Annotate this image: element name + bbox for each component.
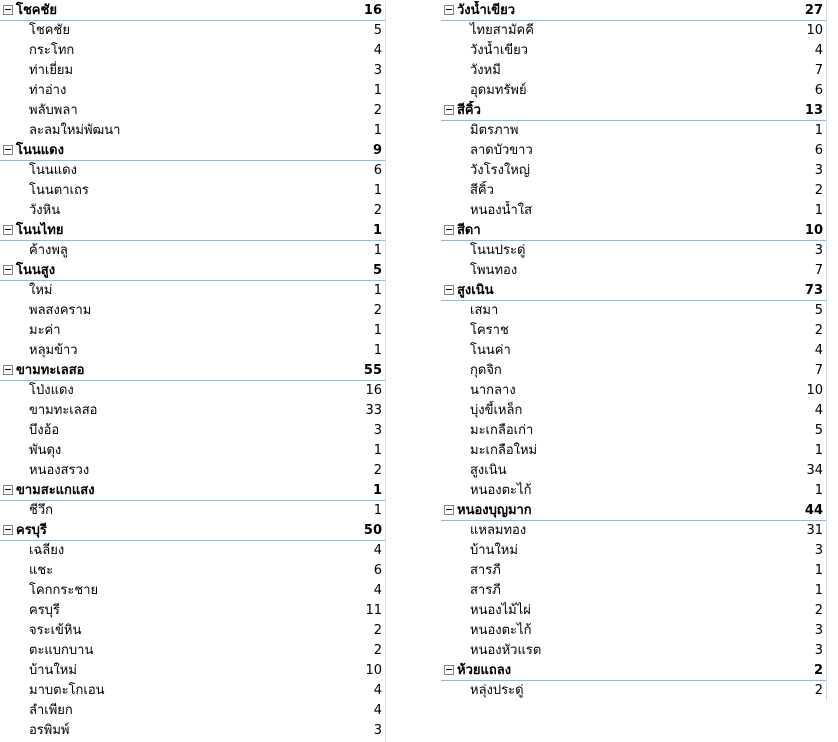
item-name: วังหิน	[29, 203, 61, 218]
item-count: 6	[373, 163, 382, 178]
item-count: 5	[814, 423, 823, 438]
item-row	[441, 161, 826, 181]
collapse-toggle-icon[interactable]	[444, 225, 454, 235]
item-count: 1	[373, 503, 382, 518]
item-row	[0, 601, 385, 621]
item-name: สีคิ้ว	[470, 183, 494, 198]
collapse-toggle-icon[interactable]	[444, 285, 454, 295]
item-row	[0, 721, 385, 741]
item-name: วังโรงใหญ่	[470, 163, 530, 178]
group-total: 5	[372, 263, 382, 278]
item-name: หนองไม้ไผ่	[470, 603, 531, 618]
group-total: 27	[804, 3, 823, 18]
item-count: 4	[814, 343, 823, 358]
item-row	[441, 561, 826, 581]
group-row[interactable]	[441, 101, 826, 121]
item-row	[441, 361, 826, 381]
item-row	[441, 421, 826, 441]
item-count: 3	[373, 723, 382, 738]
item-row	[441, 401, 826, 421]
item-name: โคกกระชาย	[29, 583, 99, 598]
group-name: วังน้ำเขียว	[457, 3, 516, 18]
item-row	[0, 581, 385, 601]
collapse-toggle-icon[interactable]	[444, 505, 454, 515]
item-row	[0, 301, 385, 321]
item-row	[441, 461, 826, 481]
item-row	[441, 261, 826, 281]
pivot-column-right	[441, 1, 827, 701]
collapse-toggle-icon[interactable]	[3, 5, 13, 15]
item-count: 10	[365, 663, 382, 678]
item-row	[0, 701, 385, 721]
item-name: กุดจิก	[470, 363, 502, 378]
item-row	[441, 521, 826, 541]
item-count: 31	[806, 523, 823, 538]
item-count: 1	[373, 343, 382, 358]
item-count: 1	[814, 443, 823, 458]
item-row	[0, 561, 385, 581]
group-total: 9	[372, 143, 382, 158]
item-count: 1	[814, 563, 823, 578]
item-name: โชคชัย	[29, 23, 70, 38]
item-name: หนองสรวง	[29, 463, 90, 478]
item-row	[0, 641, 385, 661]
item-count: 2	[814, 603, 823, 618]
item-name: วังน้ำเขียว	[470, 43, 529, 58]
item-row	[441, 201, 826, 221]
item-count: 4	[814, 403, 823, 418]
item-count: 1	[373, 83, 382, 98]
group-row[interactable]	[0, 481, 385, 501]
item-name: แชะ	[29, 563, 54, 578]
item-row	[441, 21, 826, 41]
item-name: บ้านใหม่	[29, 663, 77, 678]
item-count: 6	[814, 83, 823, 98]
item-row	[0, 281, 385, 301]
group-total: 55	[363, 363, 382, 378]
item-count: 1	[814, 483, 823, 498]
group-row[interactable]	[441, 661, 826, 681]
group-row[interactable]	[0, 361, 385, 381]
group-row[interactable]	[0, 261, 385, 281]
item-row	[0, 121, 385, 141]
group-name: สูงเนิน	[457, 283, 494, 298]
collapse-toggle-icon[interactable]	[444, 5, 454, 15]
item-count: 1	[814, 123, 823, 138]
item-row	[0, 501, 385, 521]
item-count: 5	[373, 23, 382, 38]
item-count: 1	[373, 323, 382, 338]
item-name: อรพิมพ์	[29, 723, 70, 738]
item-count: 34	[806, 463, 823, 478]
item-count: 3	[373, 423, 382, 438]
item-name: มะค่า	[29, 323, 61, 338]
item-row	[0, 681, 385, 701]
group-total: 44	[804, 503, 823, 518]
item-name: หนองน้ำใส	[470, 203, 533, 218]
item-count: 1	[814, 203, 823, 218]
item-row	[441, 121, 826, 141]
group-row[interactable]	[0, 1, 385, 21]
group-name: สีคิ้ว	[457, 103, 481, 118]
item-name: ท่าเยี่ยม	[29, 63, 74, 78]
item-name: โคราช	[470, 323, 509, 338]
item-name: โนนค่า	[470, 343, 511, 358]
item-count: 1	[373, 283, 382, 298]
group-name: โชคชัย	[16, 3, 57, 18]
group-name: ห้วยแถลง	[457, 663, 512, 678]
group-row[interactable]	[0, 141, 385, 161]
item-row	[0, 321, 385, 341]
item-row	[0, 41, 385, 61]
item-name: หลุ่งประดู่	[470, 683, 524, 698]
item-count: 3	[814, 623, 823, 638]
item-count: 16	[365, 383, 382, 398]
item-count: 3	[373, 63, 382, 78]
group-total: 1	[372, 223, 382, 238]
item-name: โนนตาเถร	[29, 183, 89, 198]
item-name: ลาดบัวขาว	[470, 143, 533, 158]
group-name: ขามทะเลสอ	[16, 363, 85, 378]
item-row	[441, 301, 826, 321]
item-name: ตะแบกบาน	[29, 643, 94, 658]
item-row	[0, 241, 385, 261]
item-count: 2	[373, 303, 382, 318]
item-name: โป่งแดง	[29, 383, 74, 398]
item-name: ไทยสามัคคี	[470, 23, 534, 38]
item-name: โนนประดู่	[470, 243, 526, 258]
item-count: 2	[373, 463, 382, 478]
group-total: 13	[804, 103, 823, 118]
item-count: 7	[814, 363, 823, 378]
item-name: ชีวึก	[29, 503, 53, 518]
group-name: โนนไทย	[16, 223, 64, 238]
item-count: 2	[373, 623, 382, 638]
group-row[interactable]	[0, 221, 385, 241]
item-row	[441, 61, 826, 81]
item-row	[441, 621, 826, 641]
pivot-column-left	[0, 1, 386, 742]
item-name: เฉลียง	[29, 543, 65, 558]
item-count: 1	[373, 123, 382, 138]
item-name: โนนแดง	[29, 163, 77, 178]
group-name: โนนแดง	[16, 143, 64, 158]
item-name: ครบุรี	[29, 603, 60, 618]
item-row	[441, 341, 826, 361]
item-name: ละลมใหม่พัฒนา	[29, 123, 121, 138]
item-row	[0, 341, 385, 361]
item-count: 3	[814, 243, 823, 258]
collapse-toggle-icon[interactable]	[3, 485, 13, 495]
item-name: สารภี	[470, 563, 501, 578]
item-name: หนองตะไก้	[470, 483, 532, 498]
item-count: 7	[814, 63, 823, 78]
item-row	[0, 541, 385, 561]
item-count: 2	[814, 323, 823, 338]
group-name: ครบุรี	[16, 523, 47, 538]
item-row	[0, 181, 385, 201]
item-count: 2	[373, 203, 382, 218]
item-count: 6	[814, 143, 823, 158]
item-row	[441, 541, 826, 561]
item-name: มาบตะโกเอน	[29, 683, 105, 698]
item-count: 3	[814, 163, 823, 178]
item-name: อุดมทรัพย์	[470, 83, 527, 98]
collapse-toggle-icon[interactable]	[444, 665, 454, 675]
item-name: นากลาง	[470, 383, 516, 398]
group-row[interactable]	[441, 221, 826, 241]
collapse-toggle-icon[interactable]	[3, 225, 13, 235]
item-row	[0, 401, 385, 421]
group-total: 10	[804, 223, 823, 238]
item-name: บ้านใหม่	[470, 543, 518, 558]
item-name: พลสงคราม	[29, 303, 92, 318]
item-count: 2	[373, 103, 382, 118]
item-row	[441, 601, 826, 621]
item-count: 1	[373, 183, 382, 198]
group-total: 2	[813, 663, 823, 678]
item-name: พันดุง	[29, 443, 62, 458]
item-count: 1	[373, 243, 382, 258]
item-count: 7	[814, 263, 823, 278]
item-row	[0, 101, 385, 121]
group-row[interactable]	[441, 281, 826, 301]
group-total: 73	[804, 283, 823, 298]
item-row	[0, 21, 385, 41]
item-name: ลำเพียก	[29, 703, 73, 718]
item-name: โพนทอง	[470, 263, 518, 278]
item-count: 33	[365, 403, 382, 418]
group-name: สีดา	[457, 223, 481, 238]
item-name: แหลมทอง	[470, 523, 527, 538]
group-name: โนนสูง	[16, 263, 56, 278]
item-count: 3	[814, 543, 823, 558]
item-name: มะเกลือเก่า	[470, 423, 534, 438]
item-row	[0, 381, 385, 401]
item-count: 2	[814, 683, 823, 698]
item-row	[0, 441, 385, 461]
item-count: 4	[373, 543, 382, 558]
group-row[interactable]	[0, 521, 385, 541]
item-name: วังหมี	[470, 63, 501, 78]
item-row	[0, 621, 385, 641]
item-count: 4	[373, 583, 382, 598]
item-name: หลุมข้าว	[29, 343, 78, 358]
item-count: 3	[814, 643, 823, 658]
item-name: บึงอ้อ	[29, 423, 60, 438]
item-count: 4	[373, 683, 382, 698]
item-name: พลับพลา	[29, 103, 78, 118]
item-row	[441, 81, 826, 101]
item-name: ท่าอ่าง	[29, 83, 67, 98]
item-count: 10	[806, 23, 823, 38]
item-name: มะเกลือใหม่	[470, 443, 538, 458]
group-name: หนองบุญมาก	[457, 503, 532, 518]
item-name: เสมา	[470, 303, 499, 318]
item-row	[0, 661, 385, 681]
collapse-toggle-icon[interactable]	[444, 105, 454, 115]
item-count: 1	[814, 583, 823, 598]
item-name: สารภี	[470, 583, 501, 598]
item-row	[441, 681, 826, 701]
item-row	[441, 321, 826, 341]
item-count: 10	[806, 383, 823, 398]
item-count: 11	[365, 603, 382, 618]
item-row	[441, 181, 826, 201]
item-name: สูงเนิน	[470, 463, 507, 478]
item-row	[441, 141, 826, 161]
item-name: ค้างพลู	[29, 243, 68, 258]
item-name: มิตรภาพ	[470, 123, 519, 138]
item-row	[0, 201, 385, 221]
item-count: 4	[814, 43, 823, 58]
collapse-toggle-icon[interactable]	[3, 265, 13, 275]
item-row	[0, 61, 385, 81]
item-row	[441, 581, 826, 601]
item-name: ใหม่	[29, 283, 53, 298]
item-row	[441, 241, 826, 261]
item-row	[441, 641, 826, 661]
group-row[interactable]	[441, 501, 826, 521]
collapse-toggle-icon[interactable]	[3, 145, 13, 155]
collapse-toggle-icon[interactable]	[3, 365, 13, 375]
group-total: 50	[363, 523, 382, 538]
item-row	[0, 421, 385, 441]
item-count: 4	[373, 703, 382, 718]
collapse-toggle-icon[interactable]	[3, 525, 13, 535]
item-name: จระเข้หิน	[29, 623, 82, 638]
item-name: หนองตะไก้	[470, 623, 532, 638]
item-row	[441, 381, 826, 401]
group-total: 1	[372, 483, 382, 498]
item-count: 1	[373, 443, 382, 458]
item-name: หนองหัวแรต	[470, 643, 542, 658]
item-count: 2	[373, 643, 382, 658]
item-row	[0, 161, 385, 181]
item-row	[441, 441, 826, 461]
item-name: ขามทะเลสอ	[29, 403, 98, 418]
item-count: 2	[814, 183, 823, 198]
item-count: 6	[373, 563, 382, 578]
item-row	[441, 481, 826, 501]
item-row	[0, 461, 385, 481]
group-row[interactable]	[441, 1, 826, 21]
item-row	[0, 81, 385, 101]
item-name: บุ่งขี้เหล็ก	[470, 403, 523, 418]
item-row	[441, 41, 826, 61]
group-total: 16	[363, 3, 382, 18]
group-name: ขามสะแกแสง	[16, 483, 95, 498]
item-count: 4	[373, 43, 382, 58]
item-name: กระโทก	[29, 43, 75, 58]
item-count: 5	[814, 303, 823, 318]
